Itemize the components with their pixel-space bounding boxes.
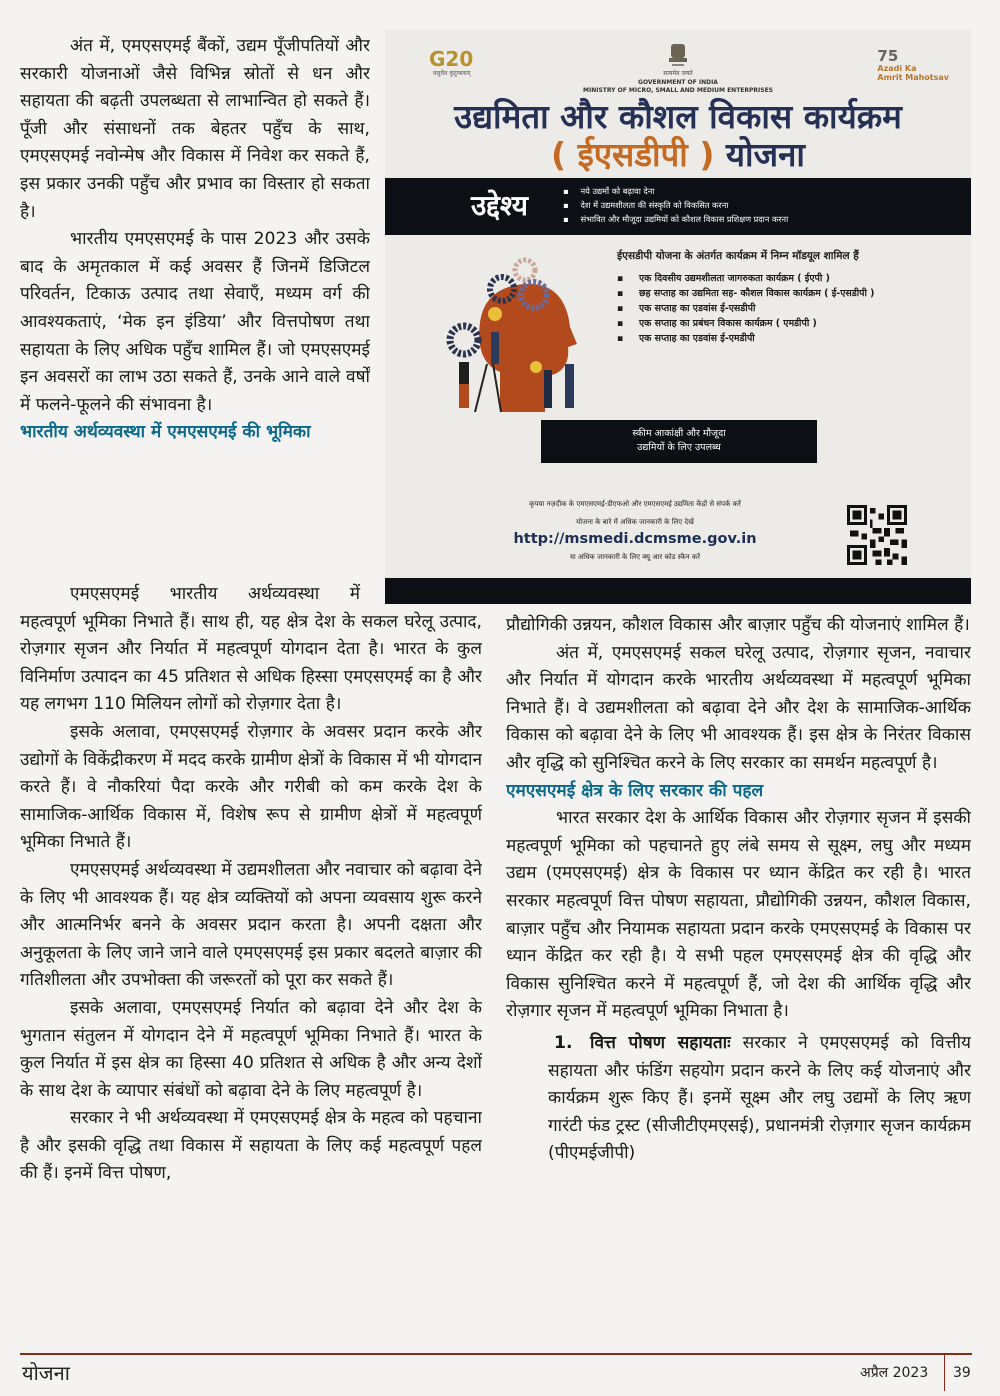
qr-instruction: या अधिक जानकारी के लिए क्यू आर कोड स्कैन करें (569, 553, 701, 561)
modules-section (617, 248, 947, 346)
ministry-name: MINISTRY OF MICRO, SMALL AND MEDIUM ENTERPRISES (583, 86, 773, 94)
poster-bottom-band (385, 578, 971, 604)
left-top-column (20, 33, 370, 578)
poster-title-line1: उद्यमिता और कौशल विकास कार्यक्रम (454, 97, 902, 136)
section-heading: भारतीय अर्थव्यवस्था में एमएसएमई की भूमिका (20, 422, 311, 443)
section-heading: एमएसएमई क्षेत्र के लिए सरकार की पहल (506, 780, 764, 801)
objective-item: ▪ संभावित और मौजूदा उद्यमियों को कौशल विकास प्रशिक्षण प्रदान करना (563, 212, 788, 226)
modules-list (617, 271, 947, 346)
objective-item: ▪ नये उद्यमों को बढ़ावा देना (563, 184, 788, 198)
g20-logo-text: G20 (429, 47, 474, 71)
magazine-name: योजना (22, 1361, 70, 1385)
esdp-scheme-poster (385, 30, 971, 604)
paragraph: अंत में, एमएसएमई सकल घरेलू उत्पाद, रोज़गार सृजन, नवाचार और निर्यात में योगदान करके भारतीय अर्थव्यवस्था में महत्वपूर्ण भूमिका निभाते हैं। वे उद्यमशीलता को बढ़ावा देने और देश के सामाजिक-आर्थिक विकास को बढ़ावा देने के लिए भी आवश्यक हैं। इस क्षेत्र के निरंतर विकास और वृद्धि को सुनिश्चित करने के लिए सरकार का समर्थन महत्वपूर्ण है। (506, 642, 971, 773)
module-item: ▪ एक सप्ताह का एडवांस ई-एमडीपी (617, 331, 947, 346)
poster-title-acronym: ( ईएसडीपी ) (551, 135, 715, 174)
paragraph: भारतीय एमएसएमई के पास 2023 और उसके बाद के अमृतकाल में कई अवसर हैं जिनमें डिजिटल परिवर्तन, टिकाऊ उत्पाद तथा सेवाएँ, मध्यम वर्ग की आवश्यकताएं, ‘मेक इन इंडिया’ और वित्तपोषण तथा सहायता के लिए अधिक पहुँच शामिल हैं। जो एमएसएमई इन अवसरों का लाभ उठा सकते हैं, उनके आने वाले वर्षों में फलने-फूलने की संभावना है। (20, 229, 370, 415)
list-number: 1. (554, 1032, 573, 1053)
azadi-ka-amrit-mahotsav-logo (877, 48, 949, 82)
right-column (506, 612, 971, 1347)
azadi-number: 75 (877, 47, 899, 65)
footer-separator (944, 1353, 945, 1391)
left-bottom-column (20, 581, 482, 1346)
g20-tagline: वसुधैव कुटुम्बकम् (433, 70, 471, 77)
poster-title-scheme: योजना (725, 135, 805, 174)
paragraph: प्रौद्योगिकी उन्नयन, कौशल विकास और बाज़ार पहुँच की योजनाएं शामिल हैं। (506, 615, 970, 635)
head-gears-illustration (405, 252, 605, 417)
availability-box (541, 420, 817, 463)
objectives-band (385, 178, 971, 235)
scheme-url[interactable]: http://msmedi.dcmsme.gov.in (513, 531, 757, 547)
page-number: 39 (953, 1365, 971, 1381)
paragraph: अंत में, एमएसएमई बैंकों, उद्यम पूँजीपतियों और सरकारी योजनाओं जैसे विभिन्न स्रोतों से धन और सहायता की बढ़ती उपलब्धता से लाभान्वित हो सकते हैं। पूँजी और संसाधनों तक बेहतर पहुँच के साथ, एमएसएमई नवोन्मेष और विकास में निवेश कर सकते हैं, इस प्रकार उनकी पहुँच और प्रभाव का विस्तार हो सकता है। (20, 36, 370, 222)
paragraph: इसके अलावा, एमएसएमई रोज़गार के अवसर प्रदान करके और उद्योगों के विकेंद्रीकरण में मदद करके ग्रामीण क्षेत्रों के विकास में भी योगदान करते हैं। वे नौकरियां पैदा करके और गरीबी को कम करके देश के सामाजिक-आर्थिक विकास में, विशेष रूप से ग्रामीण क्षेत्रों में महत्वपूर्ण भूमिका निभाते हैं। (20, 721, 482, 853)
paragraph: एमएसएमई अर्थव्यवस्था में उद्यमशीलता और नवाचार को बढ़ावा देने के लिए भी आवश्यक हैं। यह क्षेत्र व्यक्तियों को अपना व्यवसाय शुरू करने और आत्मनिर्भर बनने के अवसर प्रदान करता है। अपनी दक्षता और अनुकूलता के लिए जाने जाने वाले एमएसएमई इस प्रकार बदलते बाज़ार की गतिशीलता और उपभोक्ता की जरूरतों को पूरा कर सकते हैं। (20, 859, 482, 991)
issue-date: अप्रैल 2023 (860, 1365, 929, 1381)
objective-item: ▪ देश में उद्यमशीलता की संस्कृति को विकसित करना (563, 198, 788, 212)
objectives-label: उद्देश्य (471, 189, 529, 222)
azadi-line1: Azadi Ka (877, 64, 917, 73)
paragraph: महत्वपूर्ण भूमिका निभाते हैं। साथ ही, यह क्षेत्र देश के सकल घरेलू उत्पाद, रोज़गार सृजन और निर्यात में महत्वपूर्ण योगदान देता है। भारत के कुल विनिर्माण उत्पादन का 45 प्रतिशत से अधिक हिस्सा एमएसएमई का है और यह लगभग 110 मिलियन लोगों को रोज़गार देता है। (20, 611, 482, 715)
paragraph-first-line: एमएसएमई भारतीय अर्थव्यवस्था में (70, 584, 360, 604)
national-emblem-icon (667, 42, 689, 70)
modules-heading: ईएसडीपी योजना के अंतर्गत कार्यक्रम में निम्न मॉडयूल शामिल हैं (617, 250, 859, 262)
paragraph: इसके अलावा, एमएसएमई निर्यात को बढ़ावा देने और देश के भुगतान संतुलन में योगदान देने में महत्वपूर्ण भूमिका निभाते हैं। भारत के कुल निर्यात में इस क्षेत्र का हिस्सा 40 प्रतिशत से अधिक है और अन्य देशों के साथ देश के व्यापार संबंधों को बढ़ावा देने के लिए महत्वपूर्ण है। (20, 997, 482, 1101)
footer-rule (20, 1353, 972, 1355)
list-item-title: वित्त पोषण सहायताः (590, 1032, 731, 1053)
more-info-text: योजना के बारे में अधिक जानकारी के लिए देखें (576, 518, 694, 526)
azadi-line2: Amrit Mahotsav (877, 73, 949, 82)
emblem-motto: सत्यमेव जयते (663, 70, 693, 77)
paragraph: सरकार ने भी अर्थव्यवस्था में एमएसएमई क्षेत्र के महत्व को पहचाना है और इसकी वृद्धि तथा विकास में सहायता के लिए कई महत्वपूर्ण पहल की हैं। इनमें वित्त पोषण, (20, 1108, 482, 1184)
objectives-list (563, 184, 788, 226)
numbered-list-item (506, 1030, 971, 1168)
module-item: ▪ छह सप्ताह का उद्यमिता सह- कौशल विकास कार्यक्रम ( ई-एसडीपी ) (617, 286, 947, 301)
list-item-text: सरकार ने एमएसएमई को वित्तीय सहायता और फंडिंग सहयोग प्रदान करने के लिए कई योजनाएं और कार्यक्रम शुरू किए हैं। इनमें सूक्ष्म और लघु उद्यमों के लिए ऋण गारंटी फंड ट्रस्ट (सीजीटीएमएसई), प्रधानमंत्री रोज़गार सृजन कार्यक्रम (पीएमईजीपी) (548, 1032, 971, 1164)
module-item: ▪ एक सप्ताह का प्रबंधन विकास कार्यक्रम ( एमडीपी ) (617, 316, 947, 331)
paragraph: भारत सरकार देश के आर्थिक विकास और रोज़गार सृजन में इसकी महत्वपूर्ण भूमिका को पहचानते हुए लंबे समय से सूक्ष्म, लघु और मध्यम उद्यम (एमएसएमई) क्षेत्र के विकास पर ध्यान केंद्रित कर रही है। भारत सरकार महत्वपूर्ण वित्त पोषण सहायता, प्रौद्योगिकी उन्नयन, कौशल विकास, बाज़ार पहुँच और नियामक सहायता प्रदान करके एमएसएमई के विकास पर ध्यान केंद्रित कर रही है। ये सभी पहल एमएसएमई क्षेत्र की वृद्धि और विकास सुनिश्चित करने में महत्वपूर्ण हैं, जो देश की आर्थिक वृद्धि और रोज़गार सृजन में महत्वपूर्ण भूमिका निभाता है। (506, 808, 971, 1022)
contact-text: कृपया नज़दीक के एमएसएमई-डीएफओ और एमएसएमई उद्यमिता केंद्रों से संपर्क करें (529, 500, 741, 508)
module-item: ▪ एक सप्ताह का एडवांस ई-एसडीपी (617, 301, 947, 316)
government-of-india: GOVERNMENT OF INDIA (638, 79, 718, 86)
poster-title (385, 98, 971, 174)
availability-line1: स्कीम आकांक्षी और मौजूदा (632, 428, 726, 439)
availability-line2: उद्यमियों के लिए उपलब्ध (637, 442, 721, 453)
module-item: ▪ एक दिवसीय उद्यमशीलता जागरुकता कार्यक्रम ( ईएपी ) (617, 271, 947, 286)
qr-code-icon (847, 505, 907, 565)
